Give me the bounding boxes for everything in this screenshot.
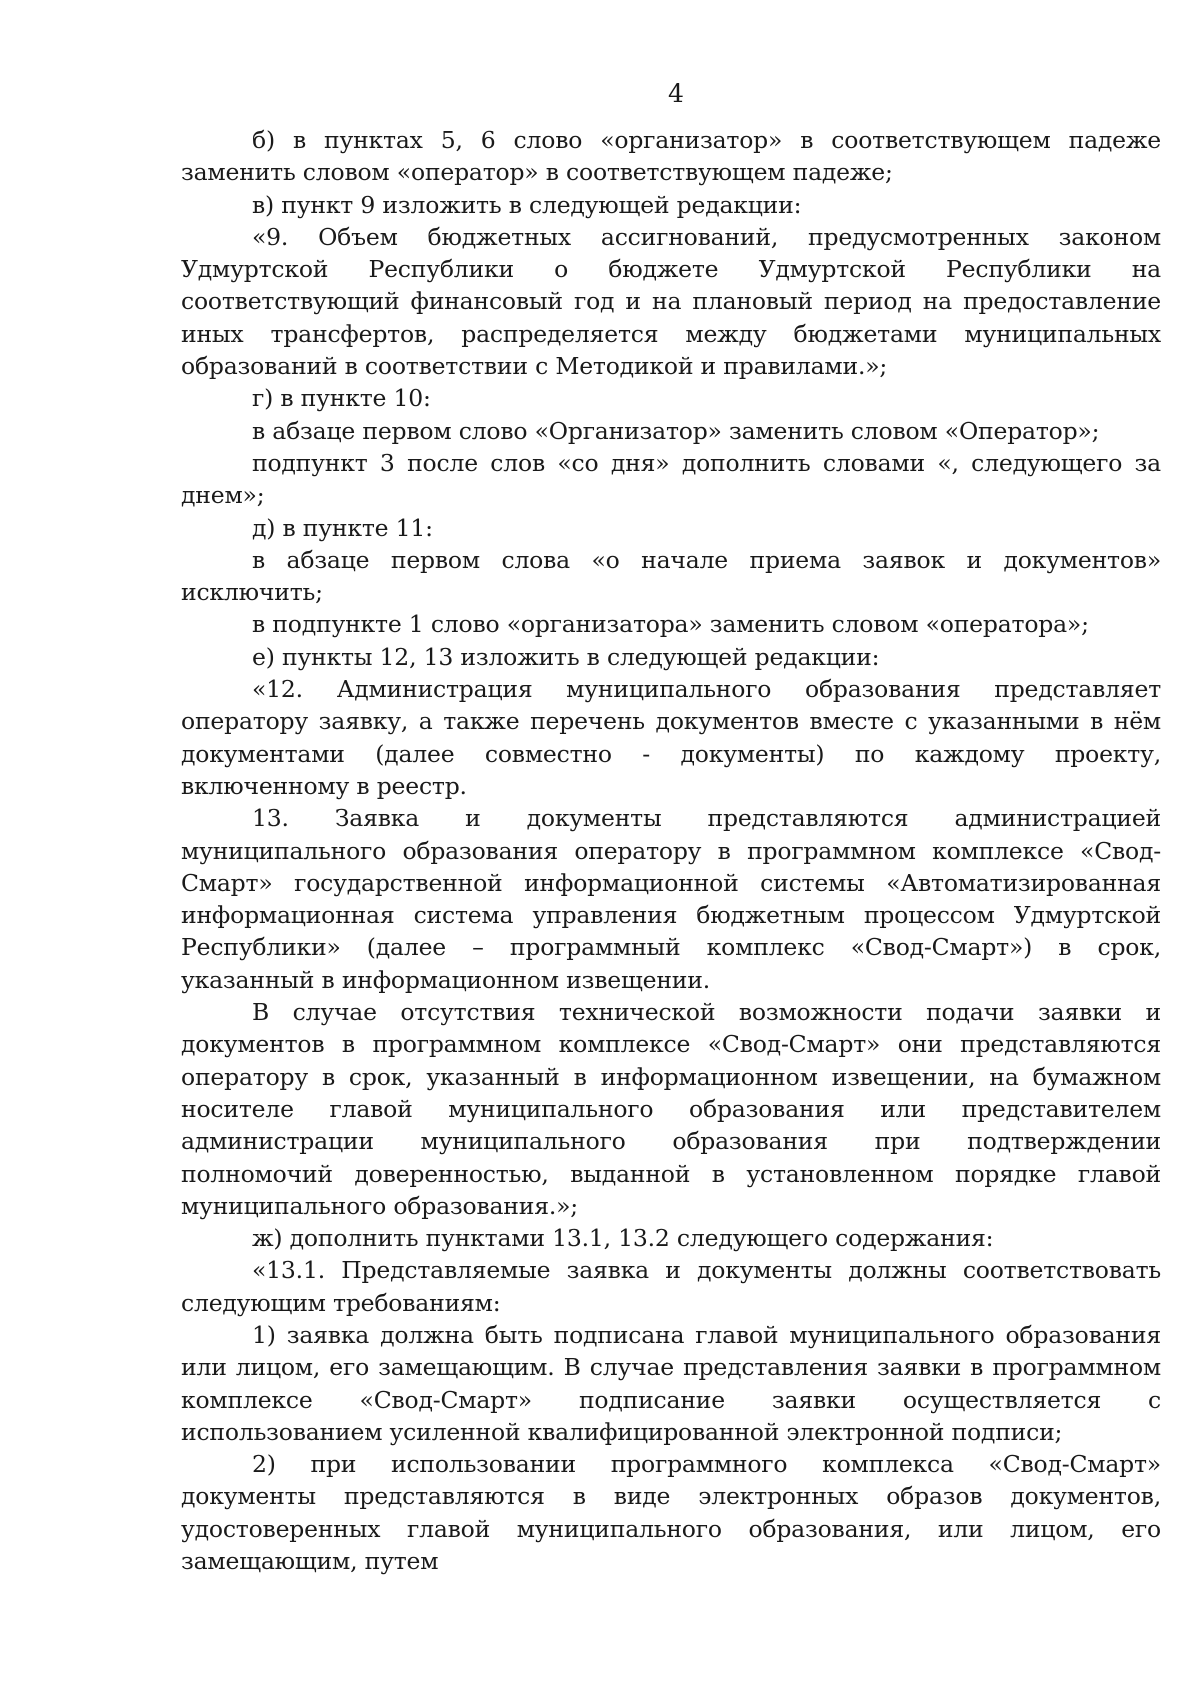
paragraph: «9. Объем бюджетных ассигнований, предусмотренных законом Удмуртской Республики о бюджете Удмуртской Республики на соответствующий финансовый год и на плановый период на предоставление иных трансфертов, распределяется между бюджетами муниципальных образований в соответствии с Методикой и правилами.»; bbox=[181, 222, 1161, 381]
document-body bbox=[181, 124, 1161, 1577]
document-page bbox=[181, 78, 1161, 1577]
paragraph: в абзаце первом слово «Организатор» заменить словом «Оператор»; bbox=[252, 416, 1100, 445]
paragraph: е) пункты 12, 13 изложить в следующей редакции: bbox=[252, 642, 880, 671]
paragraph: 2) при использовании программного комплекса «Свод-Смарт» документы представляются в виде электронных образов документов, удостоверенных главой муниципального образования, или лицом, его замещающим, путем bbox=[181, 1450, 1161, 1576]
paragraph: в подпункте 1 слово «организатора» заменить словом «оператора»; bbox=[252, 610, 1089, 639]
paragraph: В случае отсутствия технической возможности подачи заявки и документов в программном комплексе «Свод-Смарт» они представляются оператору в срок, указанный в информационном извещении, на бумажном носителе главой муниципального образования или представителем администрации муниципального образования при подтверждении полномочий доверенностью, выданной в установленном порядке главой муниципального образования.»; bbox=[181, 998, 1161, 1220]
page-number: 4 bbox=[668, 79, 684, 108]
paragraph: ж) дополнить пунктами 13.1, 13.2 следующего содержания: bbox=[252, 1224, 994, 1253]
paragraph: подпункт 3 после слов «со дня» дополнить словами «, следующего за днем»; bbox=[181, 448, 1161, 510]
paragraph: 1) заявка должна быть подписана главой муниципального образования или лицом, его замещающим. В случае представления заявки в программном комплексе «Свод-Смарт» подписание заявки осуществляется с использованием усиленной квалифицированной электронной подписи; bbox=[181, 1320, 1161, 1446]
paragraph: г) в пункте 10: bbox=[252, 384, 431, 413]
paragraph: 13. Заявка и документы представляются администрацией муниципального образования оператору в программном комплексе «Свод-Смарт» государственной информационной системы «Автоматизированная информационная система управления бюджетным процессом Удмуртской Республики» (далее – программный комплекс «Свод-Смарт») в срок, указанный в информационном извещении. bbox=[181, 804, 1161, 994]
paragraph: д) в пункте 11: bbox=[252, 513, 433, 542]
paragraph: «13.1. Представляемые заявка и документы должны соответствовать следующим требованиям: bbox=[181, 1256, 1161, 1317]
paragraph: в) пункт 9 изложить в следующей редакции: bbox=[252, 190, 802, 219]
paragraph: б) в пунктах 5, 6 слово «организатор» в соответствующем падеже заменить словом «оператор» в соответствующем падеже; bbox=[181, 126, 1161, 187]
paragraph: «12. Администрация муниципального образования представляет оператору заявку, а также перечень документов вместе с указанными в нём документами (далее совместно - документы) по каждому проекту, включенному в реестр. bbox=[181, 675, 1161, 800]
paragraph: в абзаце первом слова «о начале приема заявок и документов» исключить; bbox=[181, 545, 1161, 607]
